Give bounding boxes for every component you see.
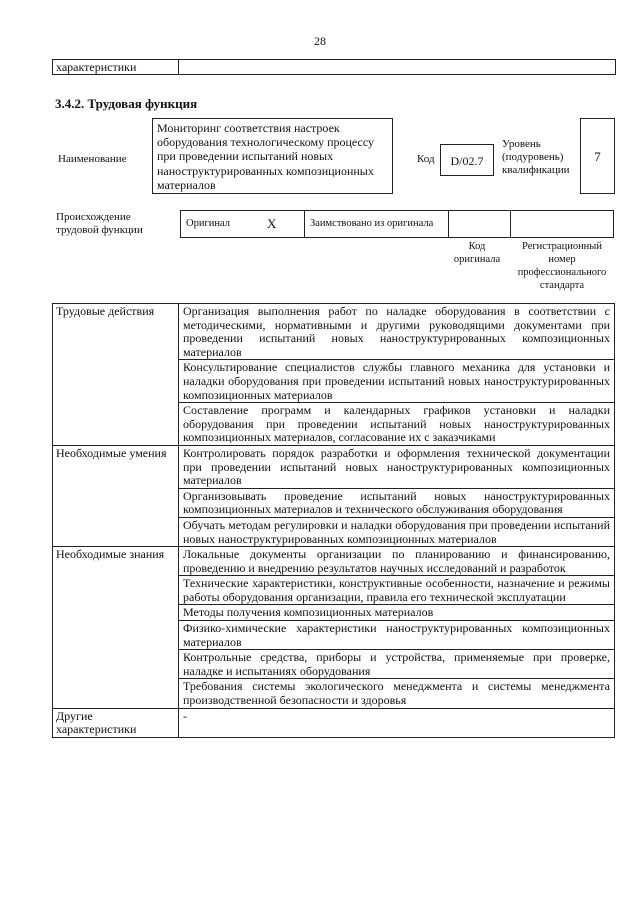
knowledge-item: Требования системы экологического менеджмента и системы менеджмента производственной безопасности и здоровья: [179, 679, 615, 708]
labor-action-item: Составление программ и календарных графиков установки и наладки оборудования при проведении испытаний новых наноструктурированных композиционных материалов, согласование их с заказчиками: [179, 403, 615, 446]
knowledge-item: Технические характеристики, конструктивные особенности, назначение и режимы работы оборудования организации, правила его технической эксплуатации: [179, 576, 615, 605]
table-row: [53, 547, 615, 576]
code-value-box: D/02.7: [440, 144, 494, 176]
other-characteristics-label: Другие характеристики: [53, 708, 179, 737]
code-label: Код: [417, 153, 435, 165]
table-row: [53, 445, 615, 488]
original-cell: [181, 211, 305, 237]
skill-item: Обучать методам регулировки и наладки оборудования при проведении испытаний новых наноструктурированных композиционных материалов: [179, 517, 615, 546]
skill-item: Контролировать порядок разработки и оформления технической документации при проведении испытаний новых наноструктурированных композиционных материалов: [179, 445, 615, 488]
knowledge-item: Методы получения композиционных материалов: [179, 605, 615, 621]
skill-item: Организовывать проведение испытаний новых наноструктурированных композиционных материалов и технического обслуживания оборудования: [179, 488, 615, 517]
knowledge-item: Контрольные средства, приборы и устройства, применяемые при проверке, наладке и испытаниях оборудования: [179, 650, 615, 679]
original-code-caption: Код оригинала: [453, 241, 501, 265]
level-value-box: 7: [580, 118, 615, 194]
origin-label-text: Происхождение трудовой функции: [56, 211, 143, 236]
labor-actions-label: Трудовые действия: [53, 304, 179, 446]
knowledge-item: Физико-химические характеристики наноструктурированных композиционных материалов: [179, 621, 615, 650]
borrowed-cell: Заимствовано из оригинала: [305, 211, 449, 237]
continuation-label: характеристики: [53, 60, 179, 74]
origin-label: [56, 211, 166, 237]
other-characteristics-value: -: [179, 708, 615, 737]
level-label-text: Уровень (подуровень) квалификации: [502, 138, 570, 176]
original-label: Оригинал: [186, 218, 230, 229]
table-row: [53, 304, 615, 360]
knowledge-label: Необходимые знания: [53, 547, 179, 709]
original-code-cell: [449, 211, 511, 237]
level-label: [502, 138, 572, 177]
registration-number-cell: [511, 211, 615, 237]
page-number: 28: [314, 34, 326, 48]
table-row: [53, 708, 615, 737]
section-title: 3.4.2. Трудовая функция: [55, 96, 198, 111]
knowledge-item: Локальные документы организации по планированию и финансированию, проведению и внедрению результатов научных исследований и разработок: [179, 547, 615, 576]
name-label: Наименование: [58, 153, 127, 165]
function-name-box: Мониторинг соответствия настроек оборудования технологическому процессу при проведении испытаний новых наноструктурированных композиционных материалов: [152, 118, 393, 194]
origin-table: [180, 210, 614, 238]
original-mark: X: [267, 216, 277, 231]
labor-function-table: [52, 303, 615, 738]
labor-action-item: Консультирование специалистов службы главного механика для установки и наладки оборудования при проведении испытаний новых наноструктурированных композиционных материалов: [179, 360, 615, 403]
labor-action-item: Организация выполнения работ по наладке оборудования в соответствии с методическими, нормативными и другими руководящими документами при проведении испытаний новых наноструктурированных композиционных материалов: [179, 304, 615, 360]
previous-table-continuation: [52, 59, 616, 75]
registration-number-caption: Регистрационный номер профессионального стандарта: [517, 241, 607, 291]
skills-label: Необходимые умения: [53, 445, 179, 546]
